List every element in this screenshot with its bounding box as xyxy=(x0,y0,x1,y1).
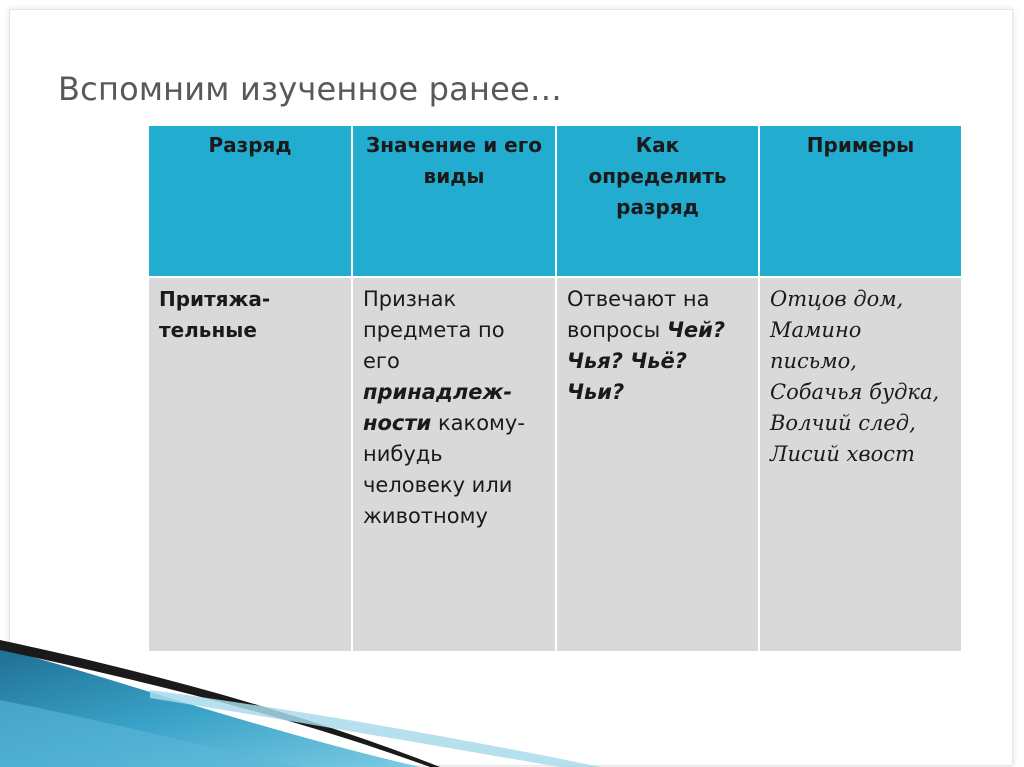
slide-title: Вспомним изученное ранее… xyxy=(58,70,563,108)
meaning-text-end: какому-нибудь человеку или животному xyxy=(363,411,525,528)
how-to-questions: Чей? Чья? Чьё? Чьи? xyxy=(567,318,726,404)
header-meaning: Значение и его виды xyxy=(352,125,556,277)
pronoun-category-table xyxy=(147,124,963,653)
cell-category: Притяжа-тельные xyxy=(148,277,352,652)
header-how-to-determine: Как определить разряд xyxy=(556,125,759,277)
table-header-row xyxy=(148,125,962,277)
how-to-text: Отвечают на вопросы xyxy=(567,287,710,342)
cell-how-to-determine xyxy=(556,277,759,652)
meaning-emphasis: принадлеж-ности xyxy=(363,380,513,435)
table-row xyxy=(148,277,962,652)
meaning-text-start: Признак предмета по его xyxy=(363,287,505,373)
cell-examples: Отцов дом, Мамино письмо, Собачья будка, Волчий след, Лисий хвост xyxy=(759,277,962,652)
header-examples: Примеры xyxy=(759,125,962,277)
header-category: Разряд xyxy=(148,125,352,277)
cell-meaning xyxy=(352,277,556,652)
